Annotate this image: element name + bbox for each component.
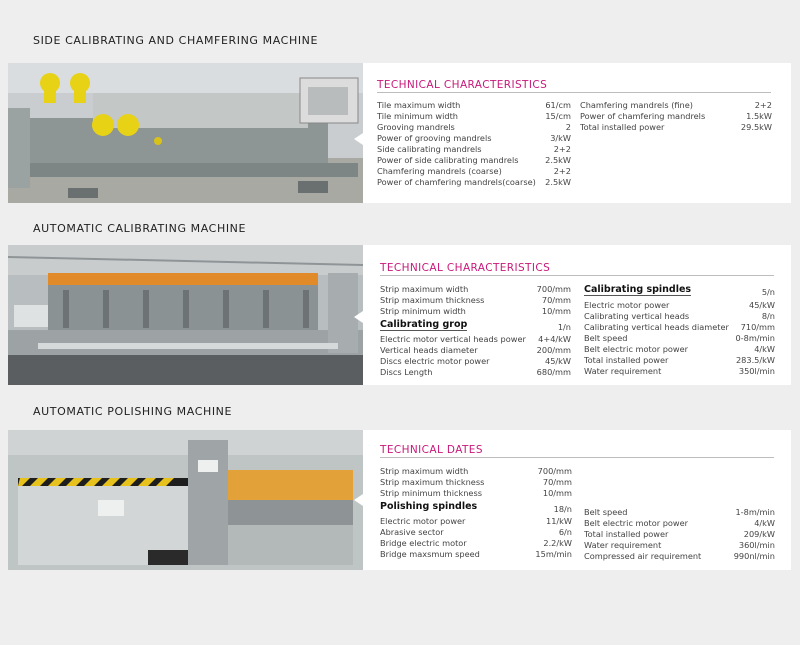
spec-row: Strip minimum thickness 10/mm [380,488,572,498]
section-title-automatic-calibrating: AUTOMATIC CALIBRATING MACHINE [33,222,247,235]
spec-row: Tile maximum width 61/cm [377,100,571,110]
spec-row: Strip maximum thickness 70/mm [380,477,572,487]
spec-row: Total installed power 209/kW [584,529,775,539]
photo-arrow-icon [354,311,363,323]
spec-row: Power of grooving mandrels 3/kW [377,133,571,143]
tech-characteristics-title: TECHNICAL CHARACTERISTICS [377,79,548,91]
calibrating-group-heading: Calibrating grop [380,319,468,330]
spec-row: Discs electric motor power 45/kW [380,356,571,366]
section-title-automatic-polishing: AUTOMATIC POLISHING MACHINE [33,405,233,418]
spec-row: Chamfering mandrels (coarse) 2+2 [377,166,571,176]
tech-dates-title: TECHNICAL DATES [380,444,483,456]
spec-row: Strip minimum width 10/mm [380,306,571,316]
machine-photo-automatic-polishing [8,430,363,570]
spec-row: Belt speed 0-8m/min [584,333,775,343]
spec-row: Compressed air requirement 990nl/min [584,551,775,561]
machine-photo-side-calibrating [8,63,363,203]
spec-row: Electric motor power 45/kW [584,300,775,310]
spec-row: Power of chamfering mandrels(coarse) 2.5kW [377,177,571,187]
photo-arrow-icon [354,133,363,145]
machine-card-side-calibrating [8,63,791,203]
spec-row: Electric motor vertical heads power 4+4/kW [380,334,571,344]
polishing-spindles-value: 18/n [553,504,572,514]
spec-row: Water requirement 360l/min [584,540,775,550]
spec-row: Belt speed 1-8m/min [584,507,775,517]
spec-row: Belt electric motor power 4/kW [584,518,775,528]
spec-row: Discs Length 680/mm [380,367,571,377]
photo-arrow-icon [354,494,363,506]
spec-row: Water requirement 350l/min [584,366,775,376]
spec-row: Electric motor power 11/kW [380,516,572,526]
spec-row: Calibrating vertical heads diameter 710/mm [584,322,775,332]
section-title-side-calibrating: SIDE CALIBRATING AND CHAMFERING MACHINE [33,34,319,47]
machine-photo-automatic-calibrating [8,245,363,385]
spec-row: Power of chamfering mandrels 1.5kW [580,111,772,121]
tech-characteristics-title: TECHNICAL CHARACTERISTICS [380,262,551,274]
spec-row: Total installed power 283.5/kW [584,355,775,365]
spec-row: Strip maximum width 700/mm [380,284,571,294]
spec-row: Total installed power 29.5kW [580,122,772,132]
spec-row: Bridge electric motor 2.2/kW [380,538,572,548]
polishing-spindles-heading: Polishing spindles [380,501,478,512]
spec-row: Grooving mandrels 2 [377,122,571,132]
spec-row: Vertical heads diameter 200/mm [380,345,571,355]
spec-row: Strip maximum width 700/mm [380,466,572,476]
calibrating-group-value: 1/n [557,322,571,332]
divider [380,275,774,276]
machine-card-automatic-polishing [8,430,791,570]
spec-row: Abrasive sector 6/n [380,527,572,537]
machine-card-automatic-calibrating [8,245,791,385]
calibrating-spindles-heading: Calibrating spindles [584,284,692,295]
spec-row: Power of side calibrating mandrels 2.5kW [377,155,571,165]
divider [377,92,771,93]
spec-row: Tile minimum width 15/cm [377,111,571,121]
spec-row: Calibrating vertical heads 8/n [584,311,775,321]
spec-row: Strip maximum thickness 70/mm [380,295,571,305]
spec-row: Belt electric motor power 4/kW [584,344,775,354]
spec-row: Bridge maxsmum speed 15m/min [380,549,572,559]
spec-row: Chamfering mandrels (fine) 2+2 [580,100,772,110]
divider [380,457,774,458]
calibrating-spindles-value: 5/n [761,287,775,297]
spec-row: Side calibrating mandrels 2+2 [377,144,571,154]
